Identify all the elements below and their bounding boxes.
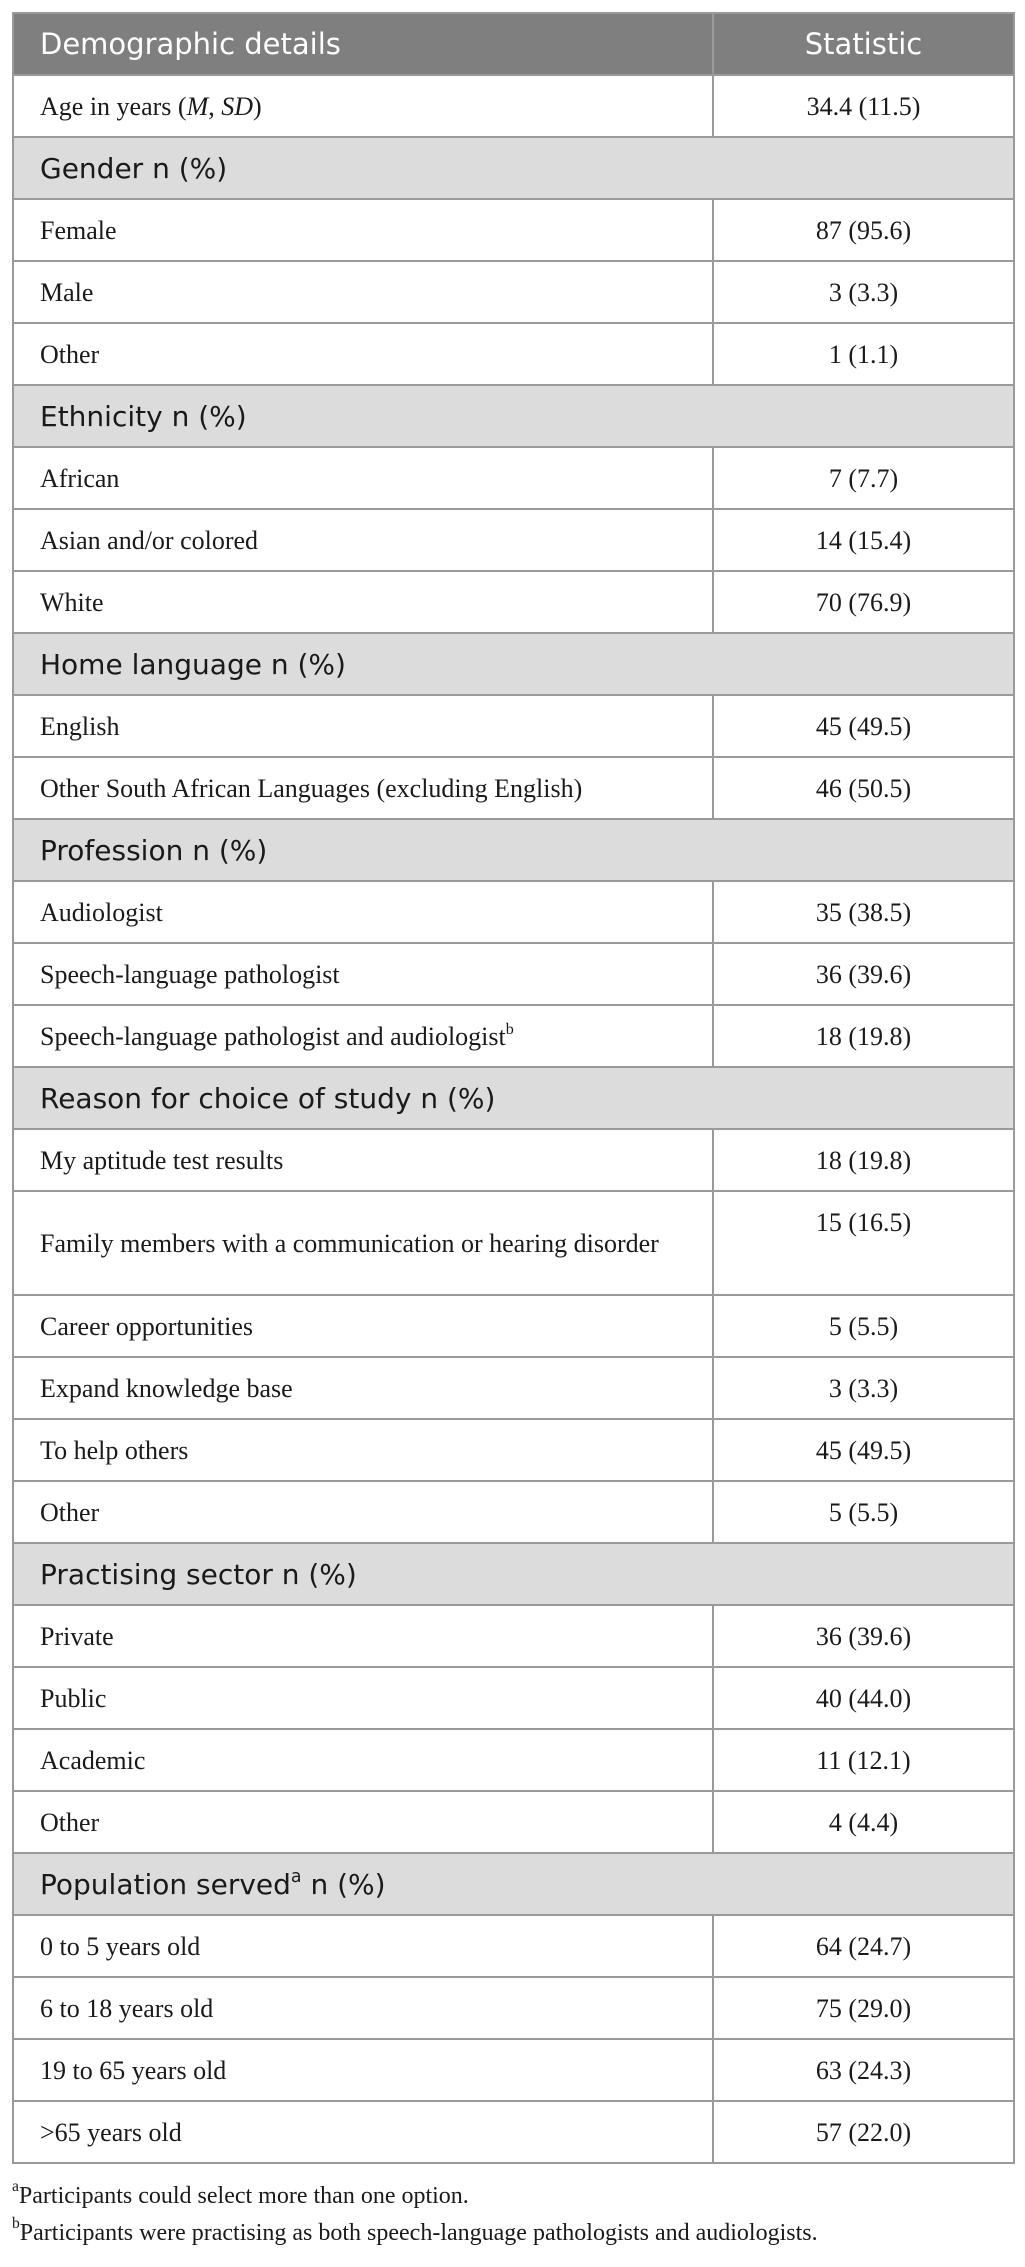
row-value: 11 (12.1) <box>713 1729 1014 1791</box>
row-value: 1 (1.1) <box>713 323 1014 385</box>
row-label-text: Public <box>40 1683 107 1713</box>
row-label-text: 6 to 18 years old <box>40 1993 214 2023</box>
section-title <box>13 633 1014 695</box>
row-label <box>13 1005 713 1067</box>
section-title-text: Population served <box>40 1867 291 1901</box>
row-value: 4 (4.4) <box>713 1791 1014 1853</box>
section-title-text: Gender n (%) <box>40 151 228 185</box>
age-label-sd: SD <box>221 91 254 121</box>
footnotes <box>12 2178 1013 2252</box>
row-label <box>13 447 713 509</box>
row-label-text: Speech-language pathologist and audiologist <box>40 1021 506 1051</box>
table-row <box>13 323 1014 385</box>
section-title <box>13 1067 1014 1129</box>
row-value: 3 (3.3) <box>713 1357 1014 1419</box>
row-label-text: Female <box>40 215 117 245</box>
header-demographic-details: Demographic details <box>13 13 713 75</box>
demographics-table-container <box>12 12 1013 2164</box>
section-header-row <box>13 1067 1014 1129</box>
section-title <box>13 1853 1014 1915</box>
footnote-a-text: Participants could select more than one option. <box>18 2183 469 2209</box>
row-label <box>13 1977 713 2039</box>
header-statistic: Statistic <box>713 13 1014 75</box>
row-label <box>13 1915 713 1977</box>
row-label <box>13 881 713 943</box>
age-label-suffix: ) <box>253 91 262 121</box>
row-value: 36 (39.6) <box>713 943 1014 1005</box>
row-label-text: Career opportunities <box>40 1311 253 1341</box>
section-title-text: Profession n (%) <box>40 833 268 867</box>
row-value: 70 (76.9) <box>713 571 1014 633</box>
section-title-suffix: n (%) <box>301 1867 386 1901</box>
section-title-text: Ethnicity n (%) <box>40 399 247 433</box>
age-label-sep: , <box>208 91 222 121</box>
table-row <box>13 1791 1014 1853</box>
section-header-row <box>13 819 1014 881</box>
row-label <box>13 943 713 1005</box>
row-label-text: Male <box>40 277 94 307</box>
table-row <box>13 1005 1014 1067</box>
row-label <box>13 1481 713 1543</box>
row-label-text: 19 to 65 years old <box>40 2055 227 2085</box>
row-value: 14 (15.4) <box>713 509 1014 571</box>
row-label <box>13 1791 713 1853</box>
row-label <box>13 1129 713 1191</box>
row-label-text: Other <box>40 1497 100 1527</box>
footnote-b-text: Participants were practising as both speech-language pathologists and audiologists. <box>19 2220 818 2246</box>
row-label-text: Family members with a communication or hearing disorder <box>40 1228 659 1258</box>
row-label-text: English <box>40 711 120 741</box>
row-label-text: To help others <box>40 1435 189 1465</box>
table-row <box>13 695 1014 757</box>
row-label-text: African <box>40 463 120 493</box>
row-label <box>13 1667 713 1729</box>
age-label-prefix: Age in years ( <box>40 91 187 121</box>
section-title-text: Home language n (%) <box>40 647 346 681</box>
table-row <box>13 1129 1014 1191</box>
row-label <box>13 571 713 633</box>
table-row <box>13 2039 1014 2101</box>
table-row <box>13 1915 1014 1977</box>
row-value: 40 (44.0) <box>713 1667 1014 1729</box>
section-title-text: Practising sector n (%) <box>40 1557 357 1591</box>
row-value: 45 (49.5) <box>713 695 1014 757</box>
table-row <box>13 1605 1014 1667</box>
row-label-text: Asian and/or colored <box>40 525 259 555</box>
table-row <box>13 509 1014 571</box>
table-row <box>13 447 1014 509</box>
row-label <box>13 1191 713 1295</box>
row-value: 15 (16.5) <box>713 1191 1014 1295</box>
table-row <box>13 571 1014 633</box>
row-label <box>13 757 713 819</box>
row-label <box>13 1419 713 1481</box>
row-label-text: Private <box>40 1621 114 1651</box>
row-label-text: Audiologist <box>40 897 163 927</box>
row-label-text: Speech-language pathologist <box>40 959 340 989</box>
row-label-text: Other <box>40 1807 100 1837</box>
footnote-b-marker: b <box>12 2214 20 2232</box>
section-title <box>13 385 1014 447</box>
section-header-row <box>13 1853 1014 1915</box>
row-value: 45 (49.5) <box>713 1419 1014 1481</box>
row-label-text: My aptitude test results <box>40 1145 284 1175</box>
section-title <box>13 819 1014 881</box>
row-label-text: Other <box>40 339 100 369</box>
section-title <box>13 137 1014 199</box>
table-header-row <box>13 13 1014 75</box>
row-value: 35 (38.5) <box>713 881 1014 943</box>
row-label <box>13 1357 713 1419</box>
row-value: 75 (29.0) <box>713 1977 1014 2039</box>
row-label <box>13 695 713 757</box>
section-header-row <box>13 1543 1014 1605</box>
section-header-row <box>13 385 1014 447</box>
section-title-text: Reason for choice of study n (%) <box>40 1081 496 1115</box>
row-value: 57 (22.0) <box>713 2101 1014 2163</box>
row-label <box>13 2101 713 2163</box>
table-row <box>13 199 1014 261</box>
table-row <box>13 2101 1014 2163</box>
row-value: 46 (50.5) <box>713 757 1014 819</box>
row-label <box>13 2039 713 2101</box>
table-row <box>13 943 1014 1005</box>
row-value: 36 (39.6) <box>713 1605 1014 1667</box>
row-label <box>13 199 713 261</box>
row-label-text: Expand knowledge base <box>40 1373 293 1403</box>
table-row <box>13 1729 1014 1791</box>
section-title-footnote-marker: a <box>290 1867 302 1888</box>
table-row <box>13 757 1014 819</box>
row-label-text: Other South African Languages (excluding English) <box>40 773 583 803</box>
row-value: 5 (5.5) <box>713 1295 1014 1357</box>
row-value: 63 (24.3) <box>713 2039 1014 2101</box>
row-label <box>13 1295 713 1357</box>
table-row <box>13 1191 1014 1295</box>
footnote-a <box>12 2178 1013 2215</box>
row-label <box>13 261 713 323</box>
footnote-b <box>12 2215 1013 2252</box>
footnote-a-marker: a <box>12 2177 19 2195</box>
row-value: 18 (19.8) <box>713 1129 1014 1191</box>
demographics-table <box>12 12 1015 2164</box>
row-value: 3 (3.3) <box>713 261 1014 323</box>
row-label-text: >65 years old <box>40 2117 182 2147</box>
row-label <box>13 509 713 571</box>
section-title <box>13 1543 1014 1605</box>
table-row <box>13 261 1014 323</box>
row-label-text: 0 to 5 years old <box>40 1931 201 1961</box>
row-value: 7 (7.7) <box>713 447 1014 509</box>
table-row <box>13 1667 1014 1729</box>
row-label <box>13 323 713 385</box>
row-label <box>13 1605 713 1667</box>
table-row <box>13 881 1014 943</box>
section-header-row <box>13 137 1014 199</box>
row-value: 5 (5.5) <box>713 1481 1014 1543</box>
table-row <box>13 1419 1014 1481</box>
table-row <box>13 1481 1014 1543</box>
table-row <box>13 1357 1014 1419</box>
row-label-text: Academic <box>40 1745 146 1775</box>
age-value: 34.4 (11.5) <box>713 75 1014 137</box>
table-row <box>13 1977 1014 2039</box>
row-label-footnote-marker: b <box>505 1021 514 1039</box>
age-label <box>13 75 713 137</box>
row-value: 18 (19.8) <box>713 1005 1014 1067</box>
age-label-m: M <box>186 91 209 121</box>
row-label <box>13 1729 713 1791</box>
table-row <box>13 1295 1014 1357</box>
section-header-row <box>13 633 1014 695</box>
row-value: 64 (24.7) <box>713 1915 1014 1977</box>
row-value: 87 (95.6) <box>713 199 1014 261</box>
table-row-age <box>13 75 1014 137</box>
row-label-text: White <box>40 587 104 617</box>
